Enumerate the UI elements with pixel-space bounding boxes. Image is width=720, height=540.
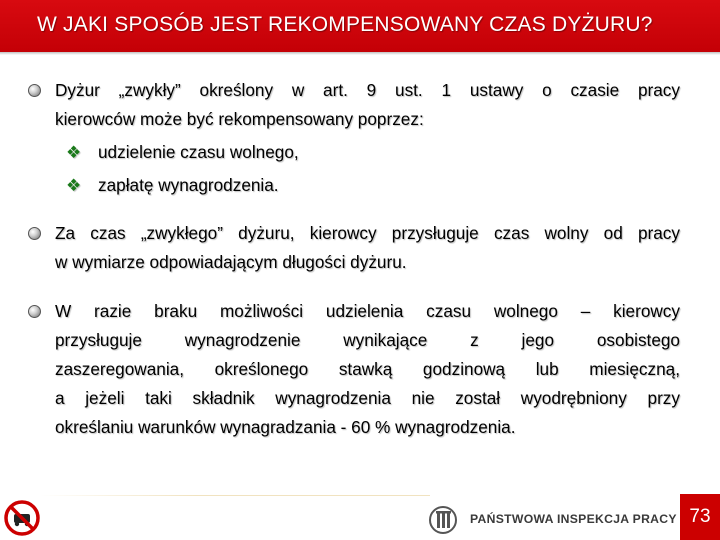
bullet-3-line-1: W razie braku możliwości udzielenia czasu wolnego – kierowcy	[55, 301, 680, 321]
green-diamond-icon: ❖	[66, 143, 82, 162]
title-bar	[0, 0, 720, 52]
slide-title: W JAKI SPOSÓB JEST REKOMPENSOWANY CZAS DYŻURU?	[37, 13, 653, 36]
bullet-3-line-3: zaszeregowania, określonego stawką godzinową lub miesięczną,	[55, 359, 680, 379]
bullet-2-line-2: w wymiarze odpowiadającym długości dyżuru.	[55, 252, 407, 272]
green-diamond-icon: ❖	[66, 176, 82, 195]
bullet-1-line-1: Dyżur „zwykły” określony w art. 9 ust. 1 ustawy o czasie pracy	[55, 80, 680, 100]
sphere-bullet-icon	[28, 305, 41, 318]
pip-emblem-icon	[428, 506, 458, 534]
bullet-3	[55, 297, 680, 442]
bullet-3-line-5: określaniu warunków wynagradzania - 60 % wynagrodzenia.	[55, 417, 516, 437]
sub-item-1	[66, 138, 299, 167]
org-name: PAŃSTWOWA INSPEKCJA PRACY	[470, 512, 677, 526]
page-number-box	[680, 494, 720, 540]
sub-item-2	[66, 171, 279, 200]
sphere-bullet-icon	[28, 84, 41, 97]
sphere-bullet-icon	[28, 227, 41, 240]
sub-item-1-text: udzielenie czasu wolnego,	[98, 142, 299, 162]
bullet-2	[55, 219, 680, 277]
bullet-3-line-2: przysługuje wynagrodzenie wynikające z jego osobistego	[55, 330, 680, 350]
bullet-2-line-1: Za czas „zwykłego” dyżuru, kierowcy przysługuje czas wolny od pracy	[55, 223, 680, 243]
footer-divider	[40, 495, 430, 496]
bullet-3-line-4: a jeżeli taki składnik wynagrodzenia nie został wyodrębniony przy	[55, 388, 680, 408]
page-number: 73	[689, 506, 711, 527]
bullet-1	[55, 76, 680, 134]
no-accident-sign-icon	[4, 500, 40, 536]
sub-item-2-text: zapłatę wynagrodzenia.	[98, 175, 279, 195]
bullet-1-line-2: kierowców może być rekompensowany poprzez:	[55, 109, 424, 129]
